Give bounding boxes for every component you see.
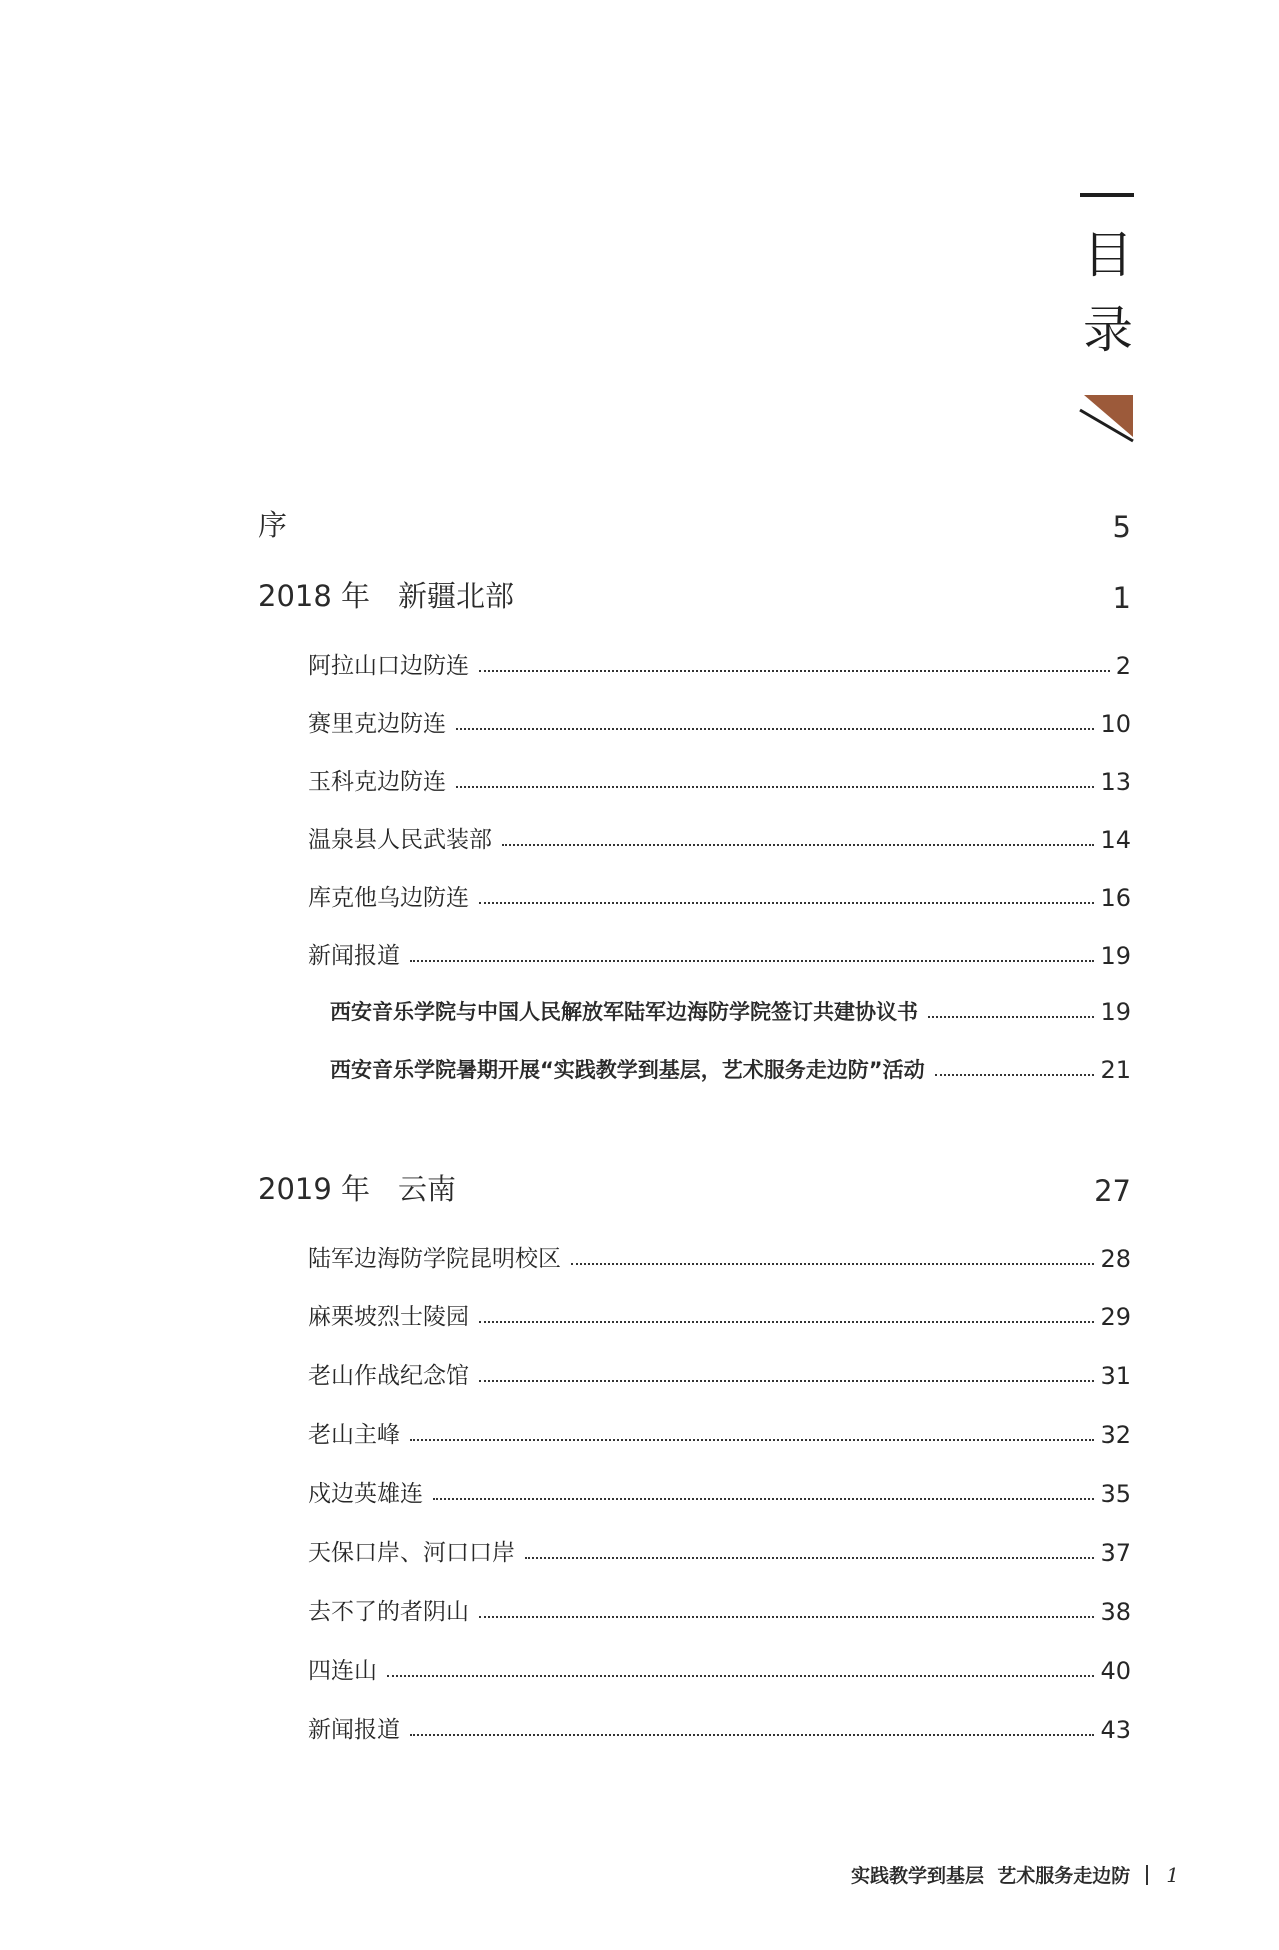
entry-page: 16 [1100, 884, 1131, 912]
entry-title: 戍边英雄连 [308, 1481, 423, 1507]
entry-title: 库克他乌边防连 [308, 885, 469, 911]
entry-title: 去不了的者阴山 [308, 1599, 469, 1625]
toc-entry[interactable] [308, 821, 1131, 854]
dot-leader [410, 1734, 1094, 1736]
section-page: 27 [1094, 1174, 1131, 1208]
entry-page: 29 [1100, 1303, 1131, 1331]
entry-title: 天保口岸、河口口岸 [308, 1540, 515, 1566]
entry-page: 40 [1100, 1657, 1131, 1685]
dot-leader [387, 1675, 1094, 1677]
preface-page: 5 [1112, 510, 1131, 544]
toc-entry[interactable] [308, 1298, 1131, 1331]
decorative-tab-icon [1076, 393, 1140, 443]
subentry-title: 西安音乐学院与中国人民解放军陆军边海防学院签订共建协议书 [330, 1000, 918, 1024]
entry-title: 温泉县人民武装部 [308, 827, 492, 853]
dot-leader [410, 960, 1094, 962]
entry-title: 阿拉山口边防连 [308, 653, 469, 679]
entry-title: 新闻报道 [308, 943, 400, 969]
section-region: 云南 [398, 1172, 457, 1206]
toc-entry[interactable] [308, 1357, 1131, 1390]
entry-page: 43 [1100, 1716, 1131, 1744]
dot-leader [479, 1321, 1094, 1323]
footer-divider [1146, 1865, 1148, 1885]
dot-leader [479, 1616, 1094, 1618]
toc-entry[interactable] [308, 937, 1131, 970]
section-region: 新疆北部 [398, 579, 515, 613]
entry-page: 28 [1100, 1245, 1131, 1273]
entry-page: 35 [1100, 1480, 1131, 1508]
toc-section-2019[interactable] [258, 1167, 1131, 1208]
toc-subentry[interactable] [330, 996, 1131, 1026]
dot-leader [479, 670, 1110, 672]
toc-entry[interactable] [308, 763, 1131, 796]
dot-leader [935, 1074, 1095, 1076]
dot-leader [479, 1380, 1094, 1382]
dot-leader [410, 1439, 1094, 1441]
entry-page: 19 [1100, 942, 1131, 970]
subentry-page: 21 [1100, 1056, 1131, 1084]
entry-page: 2 [1115, 652, 1131, 680]
toc-entry[interactable] [308, 647, 1131, 680]
entry-title: 玉科克边防连 [308, 769, 446, 795]
dot-leader [525, 1557, 1094, 1559]
entry-page: 38 [1100, 1598, 1131, 1626]
dot-leader [456, 786, 1094, 788]
entry-page: 13 [1100, 768, 1131, 796]
header-rule [1080, 193, 1134, 197]
header-title-char-1: 目 [1083, 226, 1133, 284]
entry-title: 老山主峰 [308, 1422, 400, 1448]
page-footer [851, 1861, 1179, 1888]
entry-page: 32 [1100, 1421, 1131, 1449]
preface-title: 序 [258, 508, 288, 542]
toc-entry[interactable] [308, 1240, 1131, 1273]
entry-page: 14 [1100, 826, 1131, 854]
entry-title: 老山作战纪念馆 [308, 1363, 469, 1389]
dot-leader [479, 902, 1094, 904]
entry-title: 麻栗坡烈士陵园 [308, 1304, 469, 1330]
dot-leader [502, 844, 1094, 846]
page-number: 1 [1166, 1862, 1179, 1887]
section-page: 1 [1112, 581, 1131, 615]
subentry-page: 19 [1100, 998, 1131, 1026]
toc-entry[interactable] [308, 1534, 1131, 1567]
entry-page: 31 [1100, 1362, 1131, 1390]
toc-entry[interactable] [308, 1475, 1131, 1508]
entry-title: 陆军边海防学院昆明校区 [308, 1246, 561, 1272]
toc-subentry[interactable] [330, 1054, 1131, 1084]
toc-entry[interactable] [308, 705, 1131, 738]
toc-preface[interactable] [258, 503, 1131, 544]
toc-entry[interactable] [308, 1416, 1131, 1449]
dot-leader [571, 1263, 1094, 1265]
section-year: 2019 年 [258, 1172, 371, 1206]
dot-leader [433, 1498, 1094, 1500]
entry-title: 新闻报道 [308, 1717, 400, 1743]
dot-leader [928, 1016, 1094, 1018]
toc-entry[interactable] [308, 1652, 1131, 1685]
entry-page: 10 [1100, 710, 1131, 738]
section-year: 2018 年 [258, 579, 371, 613]
toc-entry[interactable] [308, 1711, 1131, 1744]
toc-section-2018[interactable] [258, 574, 1131, 615]
entry-title: 四连山 [308, 1658, 377, 1684]
subentry-title: 西安音乐学院暑期开展“实践教学到基层，艺术服务走边防”活动 [330, 1058, 925, 1082]
header-title-char-2: 录 [1083, 301, 1133, 359]
entry-page: 37 [1100, 1539, 1131, 1567]
dot-leader [456, 728, 1094, 730]
running-title: 实践教学到基层 艺术服务走边防 [851, 1865, 1131, 1887]
toc-entry[interactable] [308, 1593, 1131, 1626]
entry-title: 赛里克边防连 [308, 711, 446, 737]
toc-entry[interactable] [308, 879, 1131, 912]
